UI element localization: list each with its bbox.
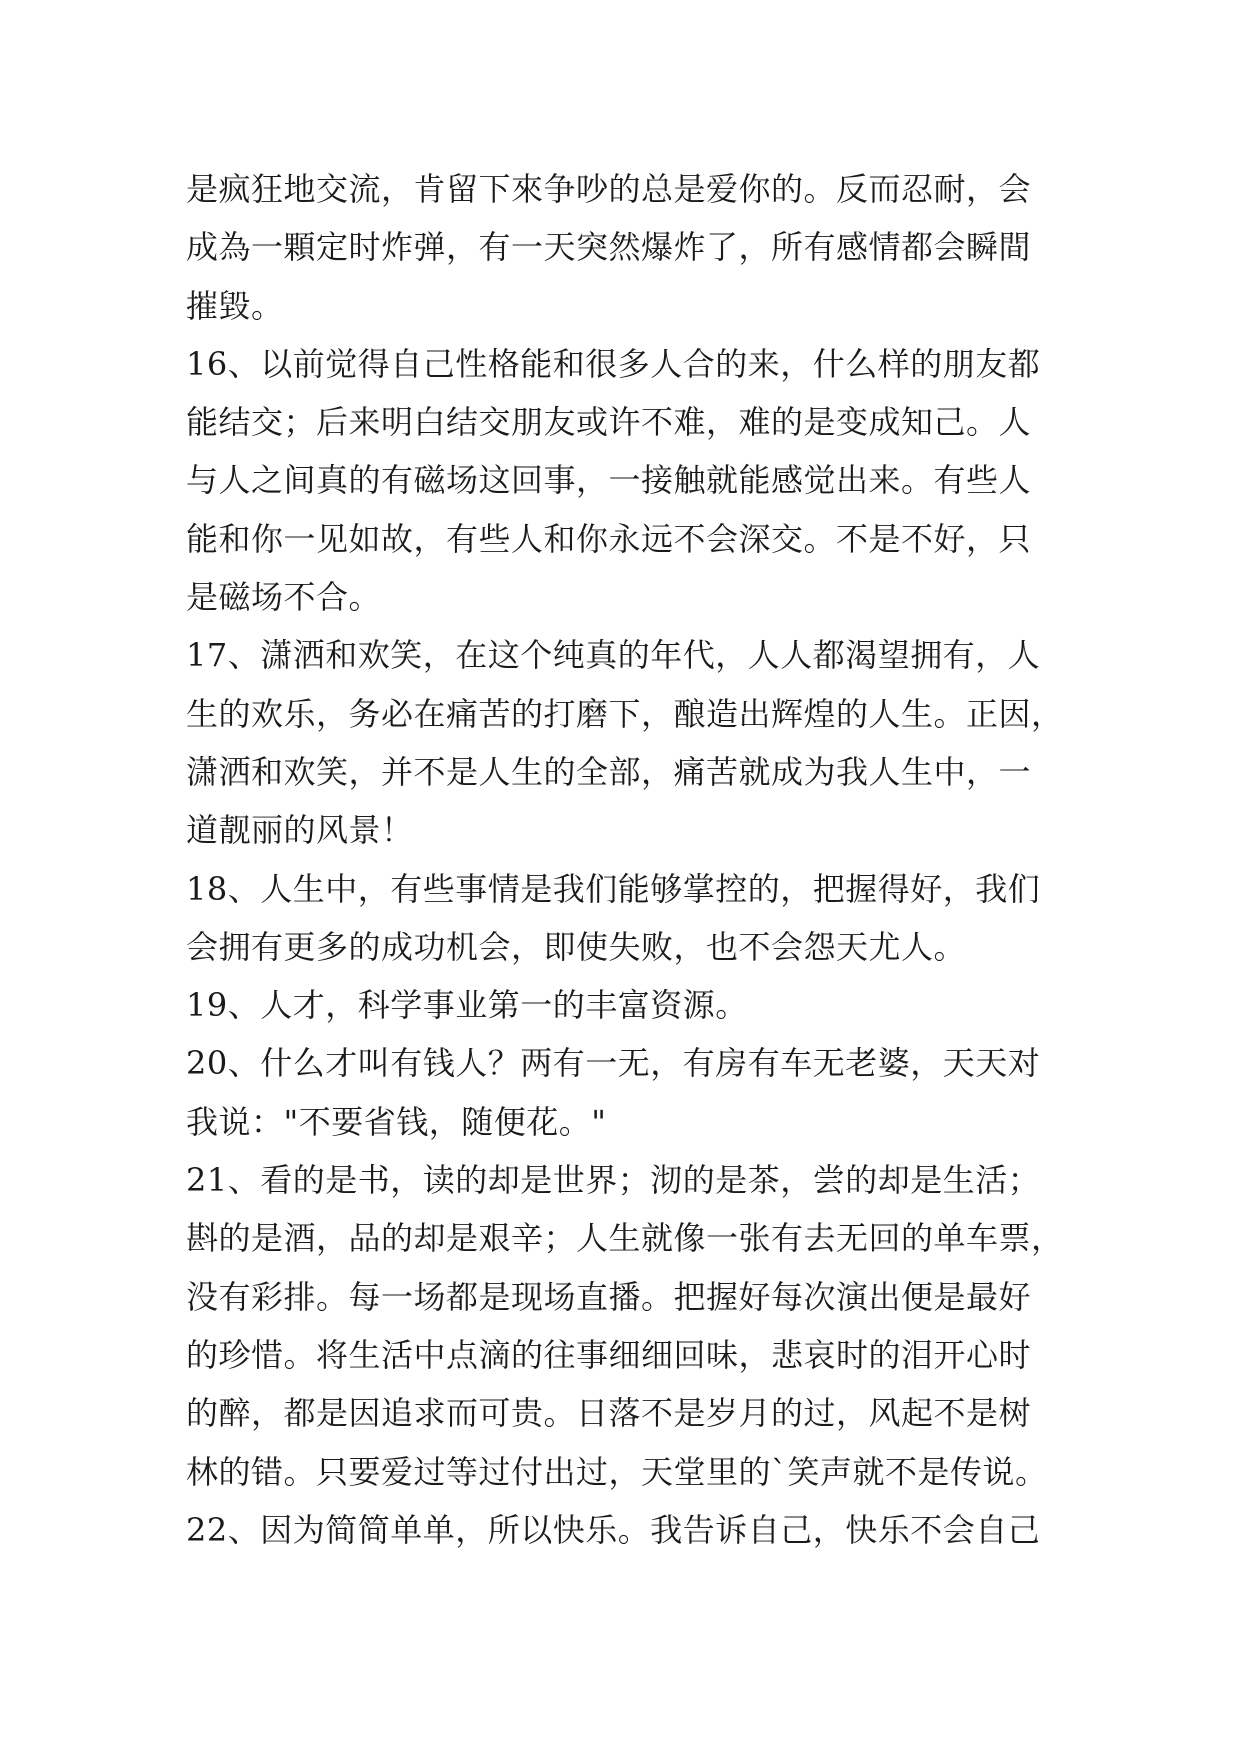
body-text (186, 160, 1066, 1559)
text-line: 20、什么才叫有钱人？两有一无，有房有车无老婆，天天对 (186, 1044, 1041, 1083)
text-line: 21、看的是书，读的却是世界；沏的是茶，尝的却是生活； (186, 1161, 1041, 1200)
text-line: 19、人才，科学事业第一的丰富资源。 (186, 986, 748, 1025)
text-line: 是磁场不合。 (186, 578, 382, 617)
text-line: 能结交；后来明白结交朋友或许不难，难的是变成知己。人 (186, 403, 1032, 442)
text-line: 22、因为简简单单，所以快乐。我告诉自己，快乐不会自己 (186, 1510, 1041, 1549)
text-line: 是疯狂地交流，肯留下來争吵的总是爱你的。反而忍耐，会 (186, 170, 1032, 208)
text-line: 的珍惜。将生活中点滴的往事细细回味，悲哀时的泪开心时 (186, 1335, 1032, 1374)
text-line: 17、潇洒和欢笑，在这个纯真的年代，人人都渴望拥有，人 (186, 636, 1041, 675)
text-line: 我说："不要省钱，随便花。" (186, 1102, 607, 1141)
text-line: 斟的是酒，品的却是艰辛；人生就像一张有去无回的单车票， (186, 1219, 1064, 1258)
text-line: 能和你一见如故，有些人和你永远不会深交。不是不好，只 (186, 519, 1032, 558)
text-line: 摧毀。 (186, 286, 284, 325)
text-line: 成為一顆定时炸弹，有一天突然爆炸了，所有感情都会瞬間 (186, 228, 1032, 267)
text-line: 与人之间真的有磁场这回事，一接触就能感觉出来。有些人 (186, 461, 1032, 500)
text-line: 生的欢乐，务必在痛苦的打磨下，酿造出辉煌的人生。正因， (186, 694, 1064, 733)
text-line: 的醉，都是因追求而可贵。日落不是岁月的过，风起不是树 (186, 1394, 1032, 1433)
text-line: 潇洒和欢笑，并不是人生的全部，痛苦就成为我人生中，一 (186, 752, 1032, 791)
text-line: 18、人生中，有些事情是我们能够掌控的，把握得好，我们 (186, 869, 1041, 908)
text-line: 16、以前觉得自己性格能和很多人合的来，什么样的朋友都 (186, 344, 1041, 383)
text-line: 会拥有更多的成功机会，即使失败，也不会怨天尤人。 (186, 927, 967, 966)
text-line: 林的错。只要爱过等过付出过，天堂里的`笑声就不是传说。 (186, 1452, 1048, 1491)
text-line: 没有彩排。每一场都是现场直播。把握好每次演出便是最好 (186, 1277, 1032, 1316)
text-line: 道靓丽的风景！ (186, 811, 414, 850)
